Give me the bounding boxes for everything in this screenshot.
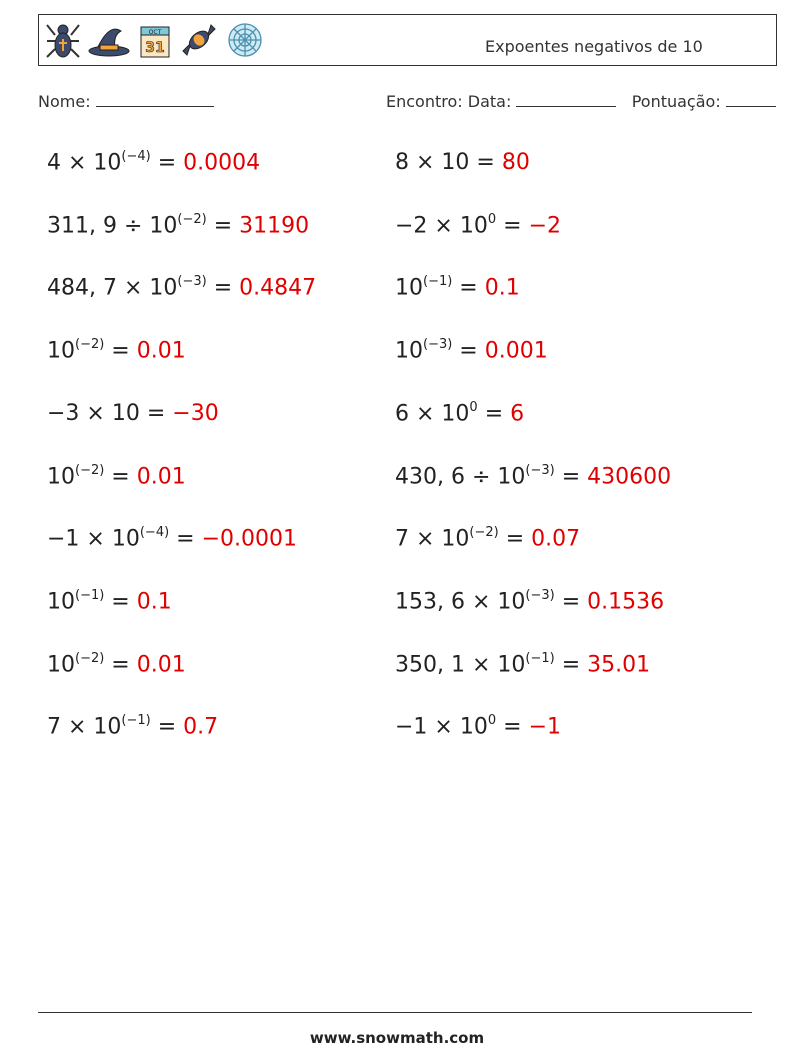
problem-exponent: (−1) [423, 274, 453, 290]
problem-exponent: (−1) [121, 713, 151, 729]
problem-expression: −1 × 10 [395, 714, 488, 740]
problem-exponent: (−4) [139, 525, 170, 541]
equals-sign: = [206, 213, 240, 239]
problem-expression: 311, 9 ÷ 10 [47, 213, 178, 239]
problem-answer: 31190 [239, 213, 310, 239]
problem-item [395, 714, 561, 739]
equals-sign: = [139, 400, 173, 426]
problem-expression: 153, 6 × 10 [395, 589, 526, 615]
problem-exponent: (−1) [525, 650, 555, 666]
problem-exponent: (−3) [423, 337, 453, 353]
problem-expression: 350, 1 × 10 [395, 651, 526, 677]
equals-sign: = [477, 401, 511, 427]
calendar-month: OCT [148, 29, 162, 36]
name-blank[interactable] [96, 92, 214, 107]
equals-sign: = [206, 275, 240, 301]
problem-expression: 8 × 10 [395, 150, 470, 175]
problem-expression: 10 [47, 651, 75, 677]
calendar-day: 31 [145, 40, 165, 56]
score-label: Pontuação: [631, 92, 721, 111]
problem-item [47, 150, 260, 175]
problem-answer: 0.01 [136, 338, 186, 364]
equals-sign: = [498, 526, 532, 552]
problem-answer: 80 [501, 150, 530, 175]
problem-item [47, 401, 219, 426]
equals-sign: = [554, 463, 588, 489]
problem-expression: −3 × 10 [47, 400, 140, 426]
equals-sign: = [169, 526, 202, 552]
problem-item [395, 401, 524, 426]
problem-expression: 10 [395, 338, 423, 364]
spiderweb-icon [225, 21, 265, 59]
problem-expression: −1 × 10 [47, 526, 140, 552]
problem-item [47, 213, 309, 238]
problem-expression: 484, 7 × 10 [47, 275, 178, 301]
problem-exponent: (−2) [75, 650, 105, 666]
problem-answer: 0.4847 [239, 275, 317, 301]
equals-sign: = [452, 338, 485, 364]
problem-item [395, 464, 671, 489]
problem-answer: 0.01 [136, 463, 186, 489]
problem-expression: 10 [395, 275, 423, 301]
problem-item [47, 652, 186, 677]
problem-item [395, 213, 561, 238]
footer-url: www.snowmath.com [309, 1029, 485, 1047]
name-label: Nome: [38, 92, 91, 111]
problem-expression: 10 [47, 463, 75, 489]
problem-answer: 0.1536 [587, 589, 665, 615]
problem-exponent: (−2) [469, 525, 499, 541]
problem-item [395, 338, 548, 363]
problem-exponent: (−4) [121, 149, 151, 164]
equals-sign: = [150, 150, 184, 176]
equals-sign: = [496, 213, 529, 239]
problem-answer: −1 [528, 714, 561, 740]
problem-exponent: (−2) [177, 211, 207, 227]
equals-sign: = [452, 275, 485, 301]
problem-answer: 0.07 [531, 526, 581, 552]
problem-answer: 0.0004 [183, 150, 261, 176]
footer-divider [38, 1012, 752, 1013]
problem-expression: 430, 6 ÷ 10 [395, 463, 526, 489]
equals-sign: = [554, 589, 588, 615]
equals-sign: = [104, 338, 137, 364]
problem-item [395, 150, 530, 175]
problem-answer: 430600 [587, 463, 672, 489]
worksheet-title: Expoentes negativos de 10 [485, 37, 703, 56]
problem-answer: 6 [510, 401, 525, 427]
problem-item [395, 275, 520, 300]
problem-answer: 35.01 [587, 651, 651, 677]
equals-sign: = [104, 589, 137, 615]
problem-expression: 4 × 10 [47, 150, 122, 176]
problem-expression: 7 × 10 [395, 526, 470, 552]
problem-item [395, 589, 664, 614]
candy-icon [179, 21, 219, 59]
problem-exponent: (−3) [525, 462, 555, 478]
date-label: Encontro: Data: [386, 92, 512, 111]
date-blank[interactable] [516, 92, 616, 107]
problem-expression: 6 × 10 [395, 401, 470, 427]
icon-row [45, 21, 265, 59]
problem-answer: 0.01 [136, 651, 186, 677]
problem-exponent: 0 [487, 211, 497, 227]
problem-item [47, 338, 186, 363]
witch-hat-icon [87, 21, 131, 59]
equals-sign: = [554, 651, 588, 677]
problem-exponent: (−2) [75, 462, 105, 478]
problem-answer: 0.7 [183, 714, 219, 740]
problem-answer: −2 [528, 213, 561, 239]
problem-answer: −0.0001 [201, 526, 298, 552]
problem-answer: 0.001 [484, 338, 548, 364]
problem-exponent: (−1) [75, 587, 105, 603]
problem-item [47, 526, 297, 551]
problem-exponent: 0 [469, 399, 478, 415]
date-score-field [386, 92, 776, 111]
problem-item [395, 526, 580, 551]
problem-item [47, 275, 316, 300]
equals-sign: = [496, 714, 529, 740]
score-blank[interactable] [726, 92, 776, 107]
calendar-icon [137, 21, 173, 59]
problem-exponent: 0 [487, 713, 497, 729]
problem-answer: −30 [172, 400, 219, 426]
equals-sign: = [104, 463, 137, 489]
equals-sign: = [104, 651, 137, 677]
equals-sign: = [469, 150, 502, 175]
problem-expression: 10 [47, 338, 75, 364]
problem-item [47, 464, 186, 489]
problem-answer: 0.1 [484, 275, 520, 301]
problem-exponent: (−3) [525, 587, 555, 603]
problem-item [47, 714, 218, 739]
problem-expression: 7 × 10 [47, 714, 122, 740]
problem-item [395, 652, 650, 677]
problem-expression: 10 [47, 589, 75, 615]
problem-answer: 0.1 [136, 589, 172, 615]
header-box [38, 14, 777, 66]
problem-item [47, 589, 172, 614]
equals-sign: = [150, 714, 184, 740]
name-field [38, 92, 214, 111]
spider-icon [45, 21, 81, 59]
problem-exponent: (−2) [75, 337, 105, 353]
problem-expression: −2 × 10 [395, 213, 488, 239]
problem-exponent: (−3) [177, 274, 207, 290]
